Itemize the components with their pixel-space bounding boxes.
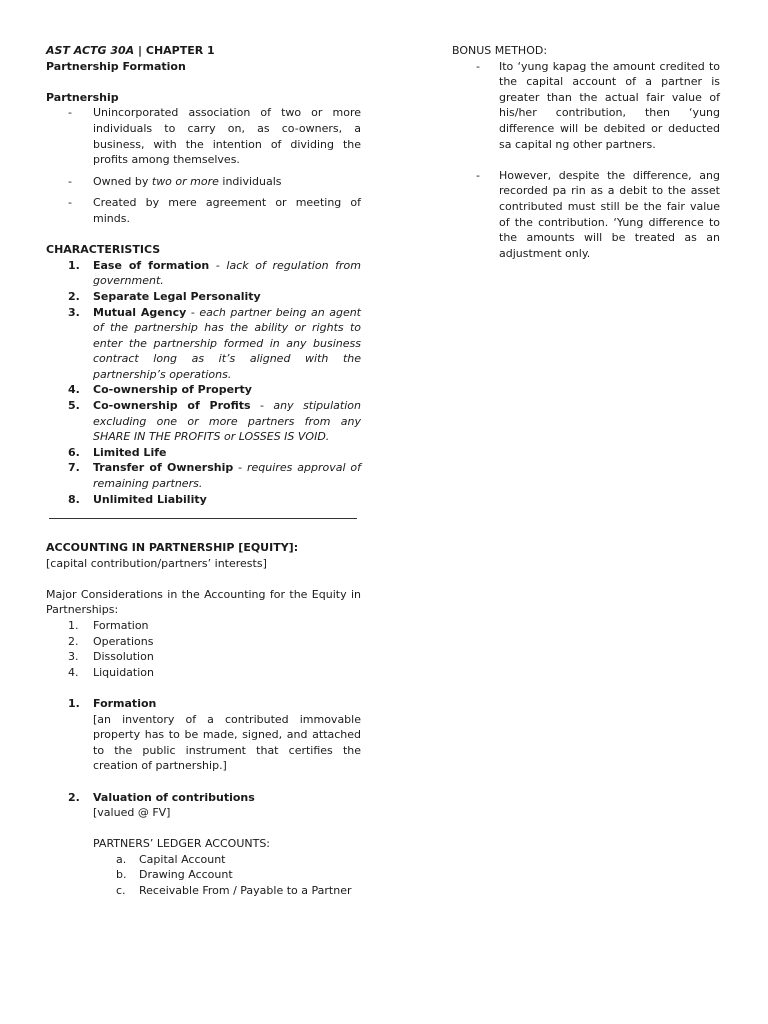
list-item: 1. Formation — [68, 618, 149, 632]
valuation-item: 2. Valuation of contributions — [68, 790, 255, 804]
left-column — [46, 43, 361, 507]
section-divider — [49, 518, 357, 519]
characteristic-item: 6. Limited Life — [68, 445, 167, 459]
considerations-intro: Major Considerations in the Accounting for the Equity in Partnerships: — [46, 587, 361, 617]
characteristic-item: 3. Mutual Agency - each partner being an agent of the partnership has the ability or rights to enter the partnership formed in any business contract long as it’s aligned with the partnership’s operations. — [68, 305, 361, 381]
document-title: Partnership Formation — [46, 59, 186, 73]
list-item: 4. Liquidation — [68, 665, 154, 679]
accounting-heading: ACCOUNTING IN PARTNERSHIP [EQUITY]: — [46, 541, 299, 554]
characteristics-list — [46, 258, 361, 508]
characteristic-item: 5. Co-ownership of Profits - any stipulation excluding one or more partners from any SHARE IN THE PROFITS or LOSSES IS VOID. — [68, 399, 361, 444]
list-item: 2. Operations — [68, 634, 154, 648]
valuation-text: [valued @ FV] — [93, 806, 171, 820]
ledger-heading: PARTNERS’ LEDGER ACCOUNTS: — [93, 837, 271, 851]
list-item: 3. Dissolution — [68, 650, 154, 664]
formation-text: [an inventory of a contributed immovable property has to be made, signed, and attached to the public instrument that certifies the creation of partnership.] — [93, 712, 361, 773]
list-item: - Unincorporated association of two or more individuals to carry on, as co-owners, a business, with the intention of dividing the profits among themselves. — [68, 106, 361, 167]
list-item: - Ito ‘yung kapag the amount credited to the capital account of a partner is greater than the actual fair value of his/her contribution, then ‘yung difference will be debited or deducted sa capital ng other partners. — [476, 59, 720, 151]
accounting-section — [46, 540, 361, 899]
course-code: AST ACTG 30A — [46, 44, 135, 57]
accounting-subheading: [capital contribution/partners’ interests] — [46, 556, 267, 570]
document-header — [46, 43, 361, 59]
list-item: - Owned by two or more individuals — [68, 174, 282, 188]
list-item: b. Drawing Account — [116, 868, 233, 882]
characteristic-item: 2. Separate Legal Personality — [68, 289, 261, 303]
characteristic-item: 7. Transfer of Ownership - requires approval of remaining partners. — [68, 461, 361, 491]
partnership-heading: Partnership — [46, 90, 119, 104]
formation-item: 1. Formation — [68, 696, 157, 710]
bonus-heading: BONUS METHOD: — [452, 44, 548, 57]
list-item: c. Receivable From / Payable to a Partner — [116, 884, 352, 898]
characteristic-item: 4. Co-ownership of Property — [68, 383, 252, 397]
right-column — [452, 43, 720, 261]
characteristics-heading: CHARACTERISTICS — [46, 243, 161, 257]
characteristic-item: 8. Unlimited Liability — [68, 492, 207, 506]
list-item: a. Capital Account — [116, 852, 226, 866]
characteristic-item: 1. Ease of formation - lack of regulation from government. — [68, 258, 361, 288]
chapter-label: | CHAPTER 1 — [134, 44, 215, 57]
list-item: - However, despite the difference, ang recorded pa rin as a debit to the asset contributed must still be the fair value of the contribution. ‘Yung difference to the amounts will be treated as an adjustment only. — [476, 168, 720, 260]
list-item: - Created by mere agreement or meeting of minds. — [68, 196, 361, 225]
